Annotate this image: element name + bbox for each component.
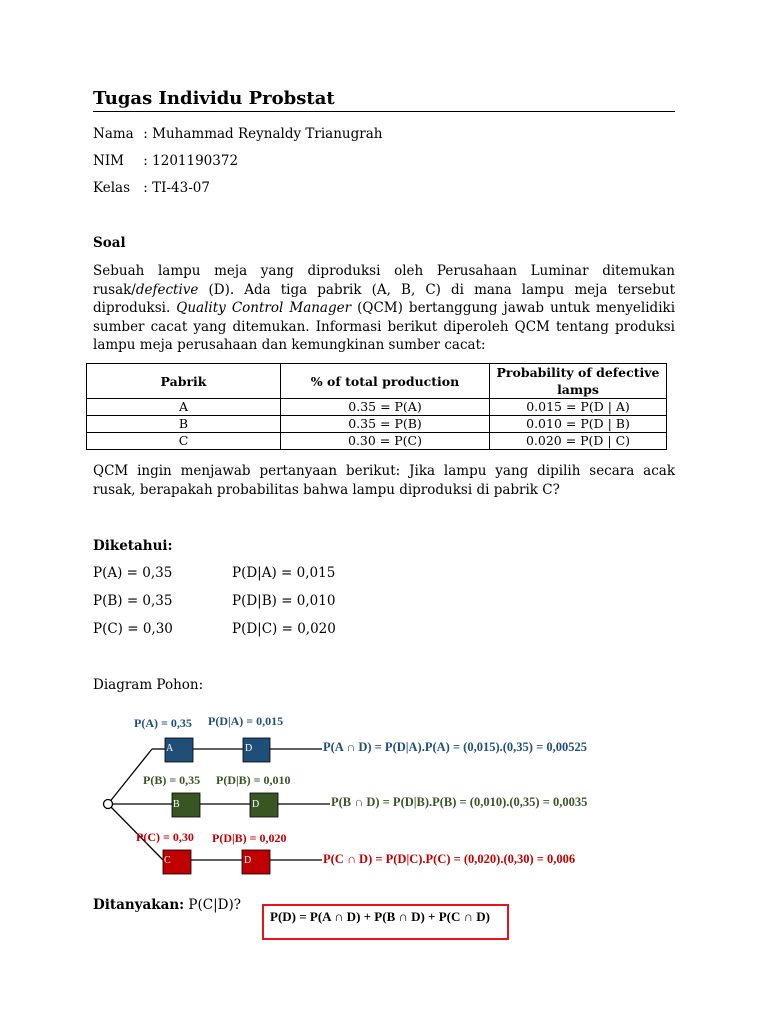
given-pda: P(D|A) = 0,015 [232,565,336,581]
table-cell: 0.35 = P(B) [281,416,490,433]
table-cell: 0.020 = P(D | C) [490,433,667,450]
paragraph-italic-qcm: Quality Control Manager [176,300,352,316]
name-value: : Muhammad Reynaldy Trianugrah [143,126,383,142]
nim-value: : 1201190372 [143,153,239,169]
label-pc: P(C) = 0,30 [136,830,194,844]
soal-heading: Soal [93,235,126,251]
paragraph-text-2: (D). Ada tiga pabrik (A, B, C) di mana lampu meja tersebut diproduksi. [93,281,675,316]
node-dc-label: D [244,855,252,866]
table-cell: C [87,433,281,450]
nim-label: NIM [93,153,124,169]
ditanyakan-value: P(C|D)? [184,897,241,913]
table-row [87,416,667,433]
result-c: P(C ∩ D) = P(D|C).P(C) = (0,020).(0,30) = 0,006 [323,852,576,866]
table-header-row [87,364,667,399]
name-label: Nama [93,126,134,142]
table-cell: A [87,399,281,416]
label-pb: P(B) = 0,35 [143,773,201,787]
label-pda: P(D|A) = 0,015 [208,714,284,728]
root-node [104,800,113,809]
given-pa: P(A) = 0,35 [93,565,173,581]
total-probability-formula: P(D) = P(A ∩ D) + P(B ∩ D) + P(C ∩ D) [262,904,509,940]
given-pdc: P(D|C) = 0,020 [232,621,336,637]
table-row [87,399,667,416]
label-pdc: P(D|B) = 0,020 [212,831,287,845]
ditanyakan-label: Ditanyakan: [93,897,185,913]
node-a-label: A [166,743,174,754]
student-nim-row [93,153,238,169]
table-header-probability: Probability of defective lamps [490,364,667,399]
production-table [86,363,667,450]
title-underline [93,111,675,112]
node-db-label: D [252,799,260,810]
table-cell: 0.010 = P(D | B) [490,416,667,433]
given-pb: P(B) = 0,35 [93,593,173,609]
given-pdb: P(D|B) = 0,010 [232,593,336,609]
tree-diagram [0,700,768,875]
label-pdb: P(D|B) = 0,010 [216,773,291,787]
result-a: P(A ∩ D) = P(D|A).P(A) = (0,015).(0,35) = 0,00525 [323,740,587,754]
table-header-pabrik: Pabrik [87,364,281,399]
table-header-production: % of total production [281,364,490,399]
given-pc: P(C) = 0,30 [93,621,173,637]
paragraph-text-3: (QCM) bertanggung jawab untuk menyelidiki sumber cacat yang ditemukan. Informasi berikut diperoleh QCM tentang produksi lampu meja perusahaan dan kemungkinan sumber cacat: [93,300,676,353]
paragraph-text-1: Sebuah lampu meja yang diproduksi oleh Perusahaan Luminar ditemukan rusak/ [93,263,675,298]
soal-paragraph [93,262,675,355]
student-class-row [93,180,210,196]
page-title: Tugas Individu Probstat [93,88,335,109]
question-paragraph: QCM ingin menjawab pertanyaan berikut: Jika lampu yang dipilih secara acak rusak, berapakah probabilitas bahwa lampu diproduksi di pabrik C? [93,463,675,498]
node-da-label: D [245,743,253,754]
diketahui-heading: Diketahui: [93,538,173,554]
node-b-label: B [173,799,180,810]
class-label: Kelas [93,180,131,196]
class-value: : TI-43-07 [143,180,210,196]
table-cell: 0.30 = P(C) [281,433,490,450]
table-row [87,433,667,450]
table-cell: 0.35 = P(A) [281,399,490,416]
label-pa: P(A) = 0,35 [134,716,192,730]
paragraph-italic-defective: defective [135,281,199,298]
student-name-row [93,126,382,142]
table-cell: 0.015 = P(D | A) [490,399,667,416]
ditanyakan-row [93,897,241,913]
table-cell: B [87,416,281,433]
result-b: P(B ∩ D) = P(D|B).P(B) = (0,010).(0,35) = 0,0035 [331,795,588,809]
diagram-label: Diagram Pohon: [93,677,204,693]
node-c-label: C [164,855,171,866]
